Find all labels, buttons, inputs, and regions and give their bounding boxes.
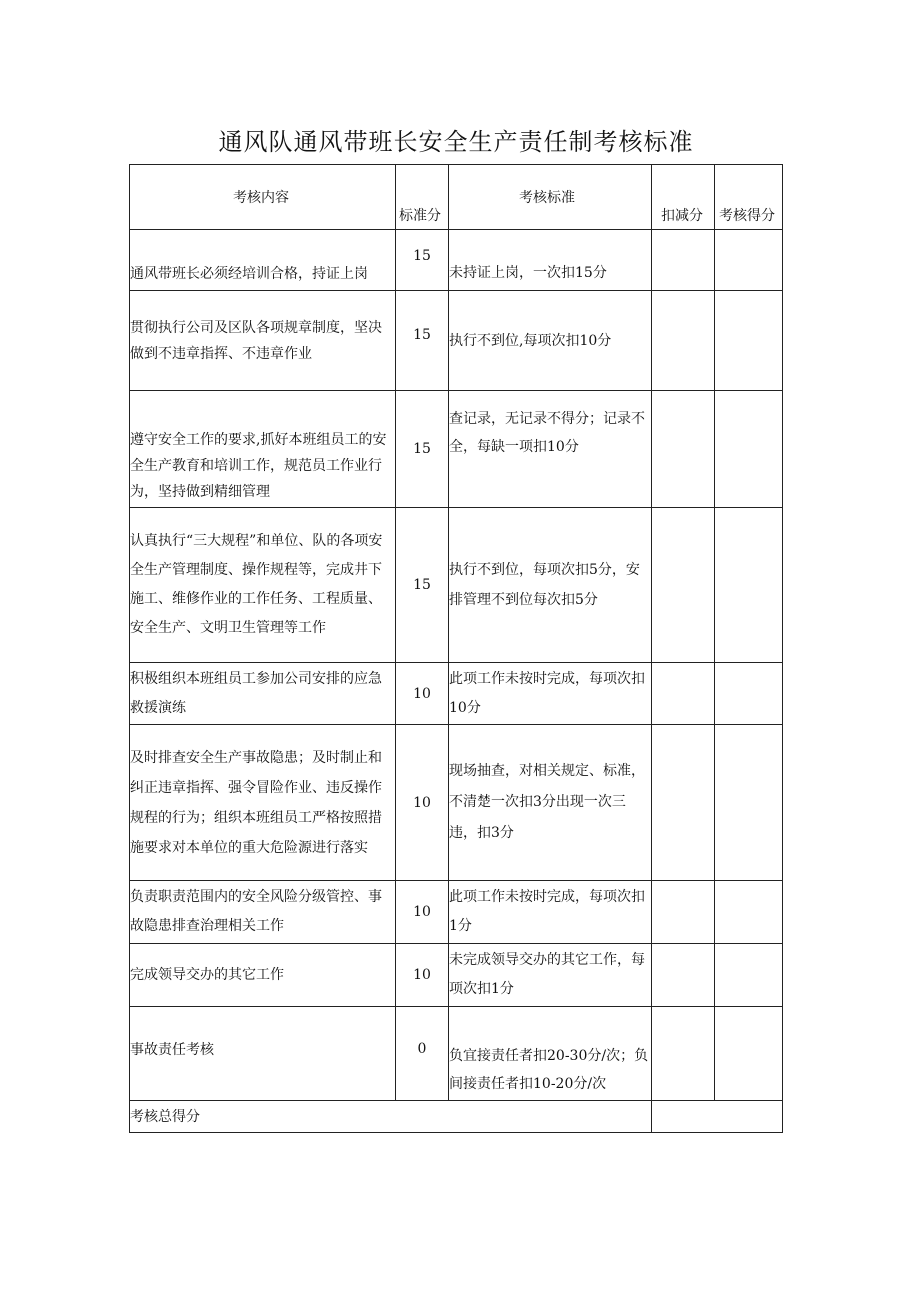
header-got-cell <box>715 165 783 230</box>
page-title: 通风队通风带班长安全生产责任制考核标准 <box>218 128 694 156</box>
header-got: 考核得分 <box>719 208 775 224</box>
row-score: 10 <box>396 881 449 944</box>
row-got <box>715 508 783 663</box>
row-content: 负责职责范围内的安全风险分级管控、事故隐患排查治理相关工作 <box>130 881 396 944</box>
row-content: 及时排查安全生产事故隐患；及时制止和纠正违章指挥、强令冒险作业、违反操作规程的行为；组织本班组员工严格按照措施要求对本单位的重大危险源进行落实 <box>130 725 396 881</box>
row-deduct <box>652 725 715 881</box>
table-row <box>130 881 783 944</box>
row-got <box>715 391 783 508</box>
row-got <box>715 881 783 944</box>
row-got <box>715 291 783 391</box>
header-deduct: 扣减分 <box>661 208 703 224</box>
row-deduct <box>652 881 715 944</box>
header-content: 考核内容 <box>233 190 289 206</box>
row-got <box>715 725 783 881</box>
row-standard: 查记录，无记录不得分；记录不全，每缺一项扣10分 <box>449 391 652 508</box>
row-standard: 执行不到位,每项次扣10分 <box>449 291 652 391</box>
table-row <box>130 508 783 663</box>
row-content: 事故责任考核 <box>130 1007 396 1101</box>
row-got <box>715 944 783 1007</box>
table-row <box>130 1007 783 1101</box>
row-content: 认真执行“三大规程”和单位、队的各项安全生产管理制度、操作规程等，完成井下施工、维修作业的工作任务、工程质量、安全生产、文明卫生管理等工作 <box>130 508 396 663</box>
row-deduct <box>652 663 715 725</box>
table-row <box>130 944 783 1007</box>
row-deduct <box>652 391 715 508</box>
total-value-cell <box>652 1101 783 1133</box>
row-content: 积极组织本班组员工参加公司安排的应急救援演练 <box>130 663 396 725</box>
row-score: 10 <box>396 663 449 725</box>
row-standard: 未完成领导交办的其它工作，每项次扣1分 <box>449 944 652 1007</box>
row-deduct <box>652 291 715 391</box>
row-standard: 未持证上岗，一次扣15分 <box>449 230 652 291</box>
row-standard: 现场抽查，对相关规定、标准，不清楚一次扣3分出现一次三违，扣3分 <box>449 725 652 881</box>
row-standard: 执行不到位，每项次扣5分，安排管理不到位每次扣5分 <box>449 508 652 663</box>
row-got <box>715 663 783 725</box>
row-standard: 此项工作未按时完成，每项次扣10分 <box>449 663 652 725</box>
row-score: 15 <box>396 291 449 391</box>
row-content: 通风带班长必须经培训合格，持证上岗 <box>130 230 396 291</box>
row-score: 10 <box>396 725 449 881</box>
total-row <box>130 1101 783 1133</box>
row-deduct <box>652 944 715 1007</box>
row-content: 贯彻执行公司及区队各项规章制度，坚决做到不违章指挥、不违章作业 <box>130 291 396 391</box>
table-row <box>130 230 783 291</box>
row-deduct <box>652 1007 715 1101</box>
table-row <box>130 391 783 508</box>
total-label: 考核总得分 <box>130 1101 652 1133</box>
table-row <box>130 291 783 391</box>
assessment-table <box>129 164 783 1133</box>
header-standard: 考核标准 <box>519 190 575 206</box>
header-score-cell <box>396 165 449 230</box>
row-score: 0 <box>396 1007 449 1101</box>
row-score: 15 <box>396 508 449 663</box>
row-standard: 此项工作未按时完成，每项次扣1分 <box>449 881 652 944</box>
row-got <box>715 230 783 291</box>
row-deduct <box>652 230 715 291</box>
header-standard-cell <box>449 165 652 230</box>
header-content-cell <box>130 165 396 230</box>
table-row <box>130 663 783 725</box>
row-got <box>715 1007 783 1101</box>
table-row <box>130 725 783 881</box>
row-standard: 负宜接责任者扣20-30分/次；负间接责任者扣10-20分/次 <box>449 1007 652 1101</box>
row-deduct <box>652 508 715 663</box>
row-score: 15 <box>396 230 449 291</box>
header-row <box>130 165 783 230</box>
row-score: 10 <box>396 944 449 1007</box>
row-content: 遵守安全工作的要求,抓好本班组员工的安全生产教育和培训工作，规范员工作业行为，坚持做到精细管理 <box>130 391 396 508</box>
header-deduct-cell <box>652 165 715 230</box>
row-score: 15 <box>396 391 449 508</box>
header-score: 标准分 <box>399 208 441 224</box>
row-content: 完成领导交办的其它工作 <box>130 944 396 1007</box>
